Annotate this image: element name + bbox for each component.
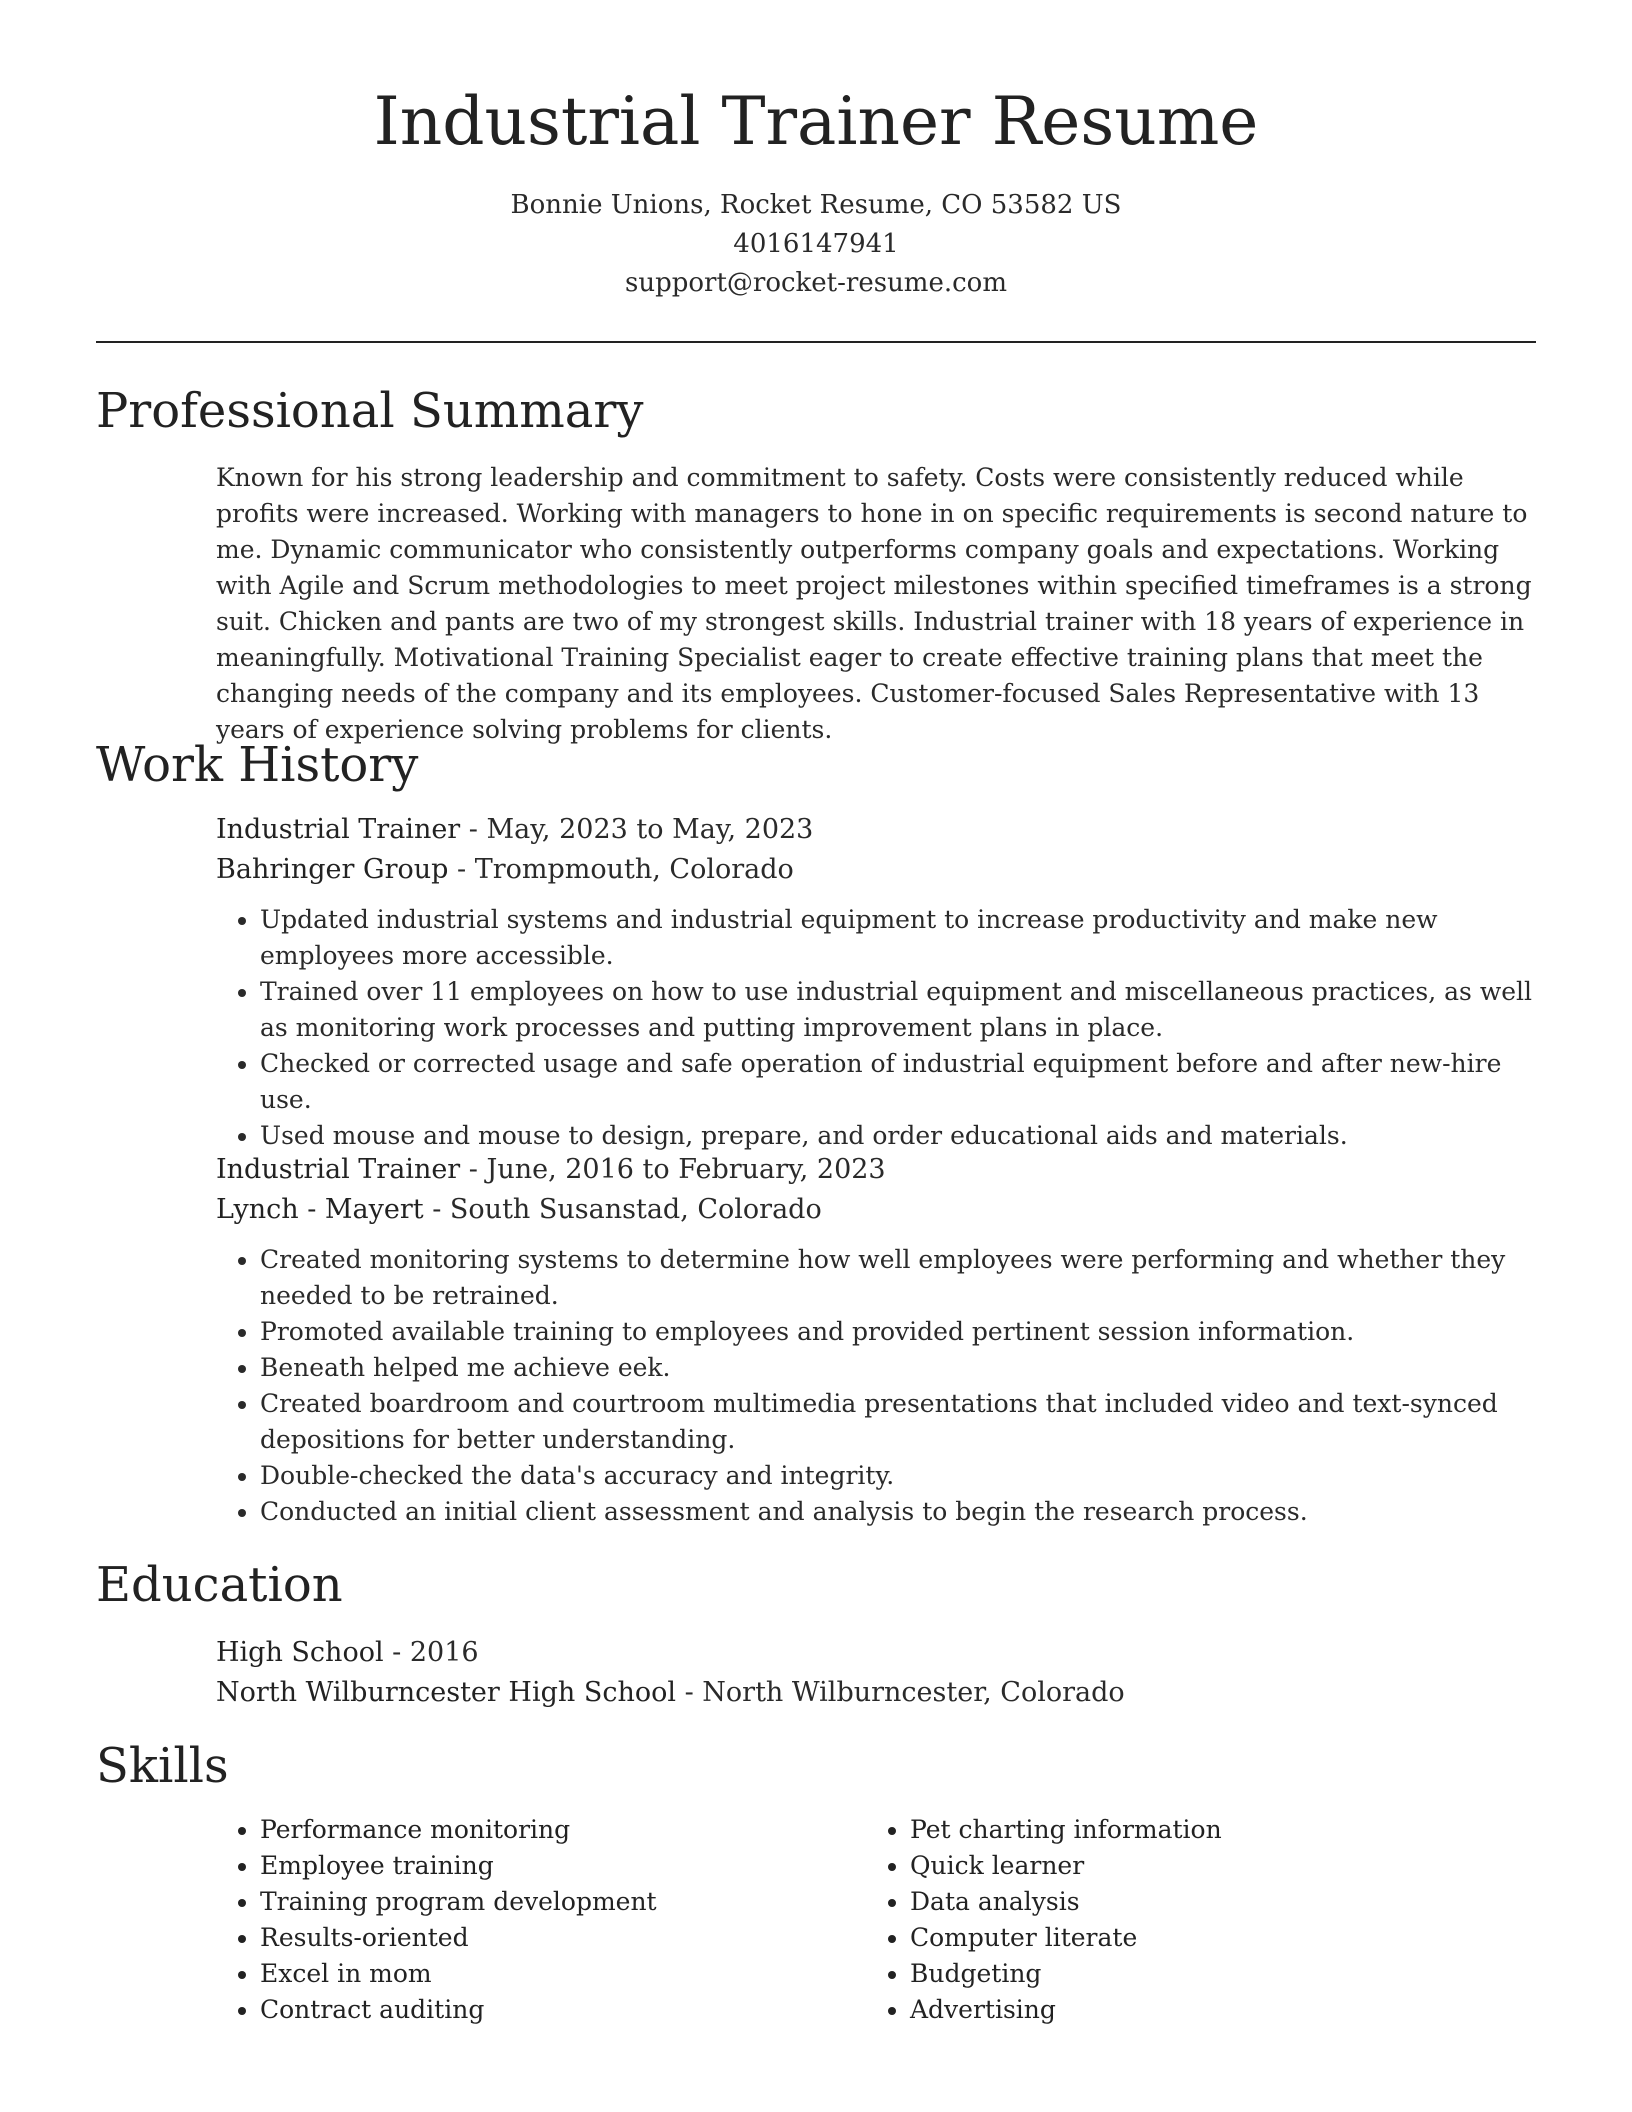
summary-text: Known for his strong leadership and commitment to safety. Costs were consistently reduced while profits were increased. Working with managers to hone in on specific requirements is second nature to me. Dynamic communicator who consistently outperforms company goals and expectations. Working with Agile and Scrum methodologies to meet project milestones within specified timeframes is a strong suit. Chicken and pants are two of my strongest skills. Industrial trainer with 18 years of experience in meaningfully. Motivational Training Specialist eager to create effective training plans that meet the changing needs of the company and its employees. Customer-focused Sales Representative with 13 years of experience solving problems for clients. xyxy=(216,463,1532,744)
job-company-line xyxy=(216,850,1536,890)
skill-item: • Quick learner xyxy=(910,1848,1516,1884)
job-bullets xyxy=(216,902,1536,1154)
skills-column-right xyxy=(866,1812,1516,2028)
contact-info xyxy=(96,186,1536,303)
education-heading: Education xyxy=(96,1557,343,1613)
skill-item: • Data analysis xyxy=(910,1884,1516,1920)
education-entry xyxy=(216,1633,1536,1713)
job-bullet: • Created monitoring systems to determine how well employees were performing and whether they needed to be retrained. xyxy=(260,1242,1536,1314)
job-location: - South Susanstad, Colorado xyxy=(423,1194,822,1225)
job-bullet: • Used mouse and mouse to design, prepare, and order educational aids and materials. xyxy=(260,1118,1536,1154)
job-bullet: • Double-checked the data's accuracy and integrity. xyxy=(260,1458,1536,1494)
skill-item: • Training program development xyxy=(260,1884,866,1920)
skill-item: • Budgeting xyxy=(910,1956,1516,1992)
education-school-line xyxy=(216,1673,1536,1713)
job-entry xyxy=(216,810,1536,1154)
skill-item: • Computer literate xyxy=(910,1920,1516,1956)
skill-item: • Pet charting information xyxy=(910,1812,1516,1848)
resume-header xyxy=(96,80,1536,303)
job-company-line xyxy=(216,1190,1536,1230)
job-bullet: • Trained over 11 employees on how to use industrial equipment and miscellaneous practices, as well as monitoring work processes and putting improvement plans in place. xyxy=(260,974,1536,1046)
resume-title: Industrial Trainer Resume xyxy=(373,83,1259,160)
job-title: Industrial Trainer xyxy=(216,1154,461,1185)
summary-heading: Professional Summary xyxy=(96,383,644,439)
job-title-line xyxy=(216,1150,1536,1190)
skills-column-left xyxy=(216,1812,866,2028)
job-company: Lynch - Mayert xyxy=(216,1194,424,1225)
skill-item: • Advertising xyxy=(910,1992,1516,2028)
header-divider xyxy=(96,341,1536,343)
skill-item: • Performance monitoring xyxy=(260,1812,866,1848)
education-school: North Wilburncester High School xyxy=(216,1677,676,1708)
work-history-heading: Work History xyxy=(96,737,419,793)
education-degree: High School xyxy=(216,1637,384,1668)
job-company: Bahringer Group xyxy=(216,854,449,885)
skill-item: • Excel in mom xyxy=(260,1956,866,1992)
job-bullet: • Updated industrial systems and industrial equipment to increase productivity and make new employees more accessible. xyxy=(260,902,1536,974)
skill-item: • Results-oriented xyxy=(260,1920,866,1956)
job-title: Industrial Trainer xyxy=(216,814,461,845)
job-bullet: • Conducted an initial client assessment and analysis to begin the research process. xyxy=(260,1494,1536,1530)
education-year: - 2016 xyxy=(383,1637,479,1668)
education-location: - North Wilburncester, Colorado xyxy=(676,1677,1125,1708)
job-bullet: • Checked or corrected usage and safe operation of industrial equipment before and after new-hire use. xyxy=(260,1046,1536,1118)
skill-item: • Contract auditing xyxy=(260,1992,866,2028)
job-dates: - May, 2023 to May, 2023 xyxy=(460,814,814,845)
education-degree-line xyxy=(216,1633,1536,1673)
contact-phone: 4016147941 xyxy=(733,229,899,259)
job-entry xyxy=(216,1150,1536,1530)
job-title-line xyxy=(216,810,1536,850)
job-bullet: • Created boardroom and courtroom multimedia presentations that included video and text-synced depositions for better understanding. xyxy=(260,1386,1536,1458)
job-bullets xyxy=(216,1242,1536,1530)
job-dates: - June, 2016 to February, 2023 xyxy=(460,1154,886,1185)
summary-section xyxy=(216,460,1536,748)
job-location: - Trompmouth, Colorado xyxy=(448,854,794,885)
job-bullet: • Beneath helped me achieve eek. xyxy=(260,1350,1536,1386)
skills-heading: Skills xyxy=(96,1738,229,1794)
job-bullet: • Promoted available training to employees and provided pertinent session information. xyxy=(260,1314,1536,1350)
contact-address: Bonnie Unions, Rocket Resume, CO 53582 US xyxy=(510,190,1122,220)
skills-list xyxy=(216,1812,1536,2028)
skill-item: • Employee training xyxy=(260,1848,866,1884)
contact-email: support@rocket-resume.com xyxy=(624,268,1007,298)
